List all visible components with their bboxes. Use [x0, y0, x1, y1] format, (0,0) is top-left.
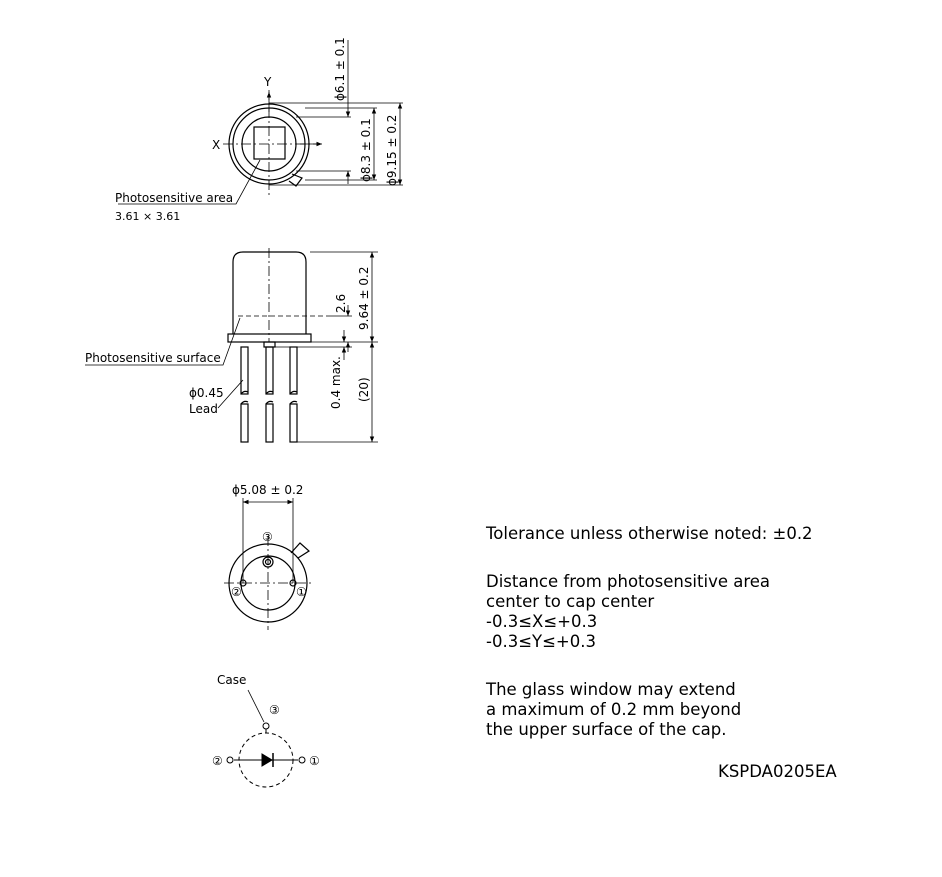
bottom-pin-3: ③ — [262, 530, 273, 544]
dim-pitch: ϕ5.08 ± 0.2 — [232, 483, 304, 497]
photosensitive-square — [254, 127, 285, 159]
dim-surface: 2.6 — [334, 293, 348, 313]
dim-height: 9.64 ± 0.2 — [357, 266, 371, 330]
schematic — [227, 690, 305, 787]
area-label: Photosensitive area — [115, 191, 234, 205]
distance-note-line1: Distance from photosensitive area — [486, 572, 771, 591]
lead-center — [266, 347, 273, 394]
surface-label: Photosensitive surface — [85, 351, 221, 365]
distance-y: -0.3≤Y≤+0.3 — [486, 632, 596, 651]
flange — [228, 334, 311, 342]
lead-right — [290, 347, 297, 394]
axis-x-label: X — [212, 138, 221, 152]
tolerance-note: Tolerance unless otherwise noted: ±0.2 — [486, 524, 813, 543]
tab — [289, 174, 302, 186]
drawing-code: KSPDA0205EA — [718, 762, 837, 781]
lead-dia: ϕ0.45 — [189, 386, 224, 400]
dim-window: ϕ6.1 ± 0.1 — [333, 37, 347, 101]
glass-note-line3: the upper surface of the cap. — [486, 720, 727, 739]
dim-flange: ϕ9.15 ± 0.2 — [385, 114, 399, 186]
dim-lead-length: (20) — [357, 377, 371, 402]
schematic-pin-3: ③ — [269, 703, 280, 717]
bottom-pin-2: ② — [231, 585, 242, 599]
diode-symbol — [262, 754, 272, 766]
bottom-pin-1: ① — [296, 585, 307, 599]
lead-left — [241, 347, 248, 394]
distance-x: -0.3≤X≤+0.3 — [486, 612, 598, 631]
case-label: Case — [217, 673, 247, 687]
axis-y-label: Y — [264, 75, 272, 89]
area-size: 3.61 × 3.61 — [115, 210, 181, 223]
side-view — [85, 248, 378, 442]
lead-label: Lead — [189, 402, 218, 416]
distance-note-line2: center to cap center — [486, 592, 655, 611]
glass-note-line2: a maximum of 0.2 mm beyond — [486, 700, 742, 719]
dim-max: 0.4 max. — [329, 356, 343, 409]
bottom-view — [224, 498, 314, 630]
glass-note-line1: The glass window may extend — [486, 680, 736, 699]
dim-cap: ϕ8.3 ± 0.1 — [359, 118, 373, 182]
schematic-pin-1: ① — [309, 754, 320, 768]
schematic-pin-2: ② — [212, 754, 223, 768]
